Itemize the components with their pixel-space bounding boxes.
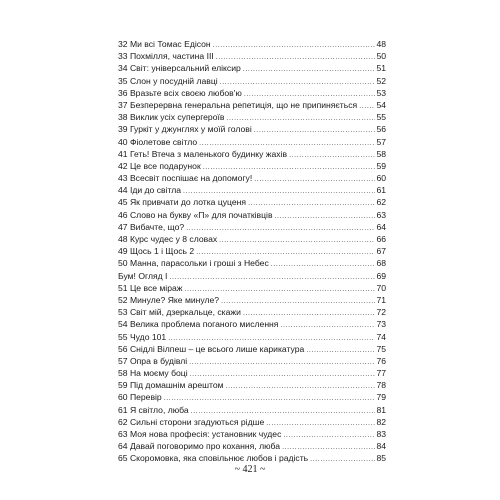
toc-entry-page: 76	[376, 355, 386, 366]
toc-entry-page: 60	[376, 173, 386, 184]
toc-entry-title: 42 Це все подарунок	[118, 160, 201, 171]
toc-entry-title: 35 Слон у посудній лавці	[118, 75, 218, 86]
toc-entry-page: 77	[376, 368, 386, 379]
toc-entry-title: 40 Фіолетове світло	[118, 136, 198, 147]
toc-entry-title: 37 Безперервна генеральна репетиція, що не припиняється	[118, 99, 358, 110]
dot-leader	[254, 174, 375, 186]
toc-entry	[118, 38, 386, 50]
toc-entry-page: 63	[376, 209, 386, 220]
dot-leader	[280, 320, 375, 332]
toc-entry	[118, 148, 386, 160]
toc-entry	[118, 184, 386, 196]
toc-entry-title: 58 На моєму боці	[118, 368, 188, 379]
toc-entry	[118, 62, 386, 74]
table-of-contents	[118, 38, 386, 465]
toc-entry-title: 39 Гуркіт у джунглях у моїй голові	[118, 124, 252, 135]
toc-entry-title: 38 Виклик усіх супергероїв	[118, 112, 225, 123]
toc-entry-title: 51 Це все міраж	[118, 282, 183, 293]
toc-entry-title: 50 Манна, парасольки і гроші з Небес	[118, 258, 269, 269]
dot-leader	[164, 393, 375, 405]
toc-entry-page: 69	[376, 270, 386, 281]
toc-entry-page: 73	[376, 319, 386, 330]
toc-entry-title: 59 Під домашнім арештом	[118, 380, 224, 391]
toc-entry-page: 48	[376, 39, 386, 49]
toc-entry-title: 60 Перевір	[118, 392, 162, 403]
toc-entry	[118, 209, 386, 221]
toc-entry-title: 54 Велика проблема поганого мислення	[118, 319, 279, 330]
toc-entry	[118, 87, 386, 99]
toc-entry-page: 66	[376, 234, 386, 244]
toc-entry-title: 55 Чудо 101	[118, 331, 167, 342]
toc-entry	[118, 221, 386, 233]
toc-entry	[118, 257, 386, 269]
toc-entry-title: 47 Вибачте, що?	[118, 221, 185, 232]
toc-entry	[118, 270, 386, 282]
toc-entry-title: 57 Опра в будівлі	[118, 355, 188, 366]
toc-entry-title: 48 Курс чудес у 8 словах	[118, 234, 218, 244]
toc-entry	[118, 282, 386, 294]
dot-leader	[243, 64, 375, 76]
toc-entry-title: Бум! Огляд І	[118, 270, 168, 281]
toc-entry-page: 79	[376, 392, 386, 403]
toc-entry	[118, 245, 386, 257]
toc-entry	[118, 404, 386, 416]
toc-entry-page: 83	[376, 429, 386, 439]
toc-entry	[118, 306, 386, 318]
toc-entry	[118, 343, 386, 355]
toc-entry-title: 63 Моя нова професія: установник чудес	[118, 429, 282, 439]
toc-entry-page: 53	[376, 87, 386, 98]
toc-entry	[118, 111, 386, 123]
toc-entry-page: 55	[376, 112, 386, 123]
toc-entry-title: 36 Вразьте всіх своєю любов'ю	[118, 87, 242, 98]
toc-entry-page: 58	[376, 148, 386, 159]
toc-entry-page: 75	[376, 343, 386, 354]
toc-entry	[118, 50, 386, 62]
toc-entry	[118, 440, 386, 452]
toc-entry-page: 52	[376, 75, 386, 86]
toc-entry-title: 64 Давай поговоримо про кохання, люба	[118, 441, 281, 452]
toc-entry-title: 34 Світ: універсальний еліксир	[118, 63, 241, 74]
toc-entry-page: 78	[376, 380, 386, 391]
toc-entry	[118, 318, 386, 330]
toc-entry	[118, 416, 386, 428]
dot-leader	[221, 296, 375, 308]
toc-entry-title: 62 Сильні сторони згадуються рідше	[118, 416, 265, 427]
toc-entry	[118, 355, 386, 367]
toc-entry-page: 70	[376, 282, 386, 293]
dot-leader	[359, 101, 375, 113]
toc-entry-title: 49 Щось 1 і Щось 2	[118, 246, 195, 257]
dot-leader	[266, 418, 375, 430]
toc-entry-title: 44 Іди до світла	[118, 185, 182, 196]
toc-entry	[118, 136, 386, 148]
toc-entry-title: 65 Скоромовка, яка сповільнює любов і радість	[118, 453, 309, 464]
dot-leader	[275, 211, 375, 223]
toc-entry-page: 72	[376, 307, 386, 318]
toc-entry-page: 71	[376, 294, 386, 305]
toc-entry-page: 67	[376, 246, 386, 257]
toc-entry-title: 32 Ми всі Томас Едісон	[118, 39, 211, 49]
toc-entry	[118, 160, 386, 172]
toc-entry-page: 68	[376, 258, 386, 269]
toc-entry-title: 56 Снідлі Вілпеш – це всього лише карикатура	[118, 343, 305, 354]
dot-leader	[220, 77, 375, 89]
toc-entry-title: 33 Похмілля, частина III	[118, 51, 214, 62]
dot-leader	[169, 272, 375, 284]
toc-entry	[118, 391, 386, 403]
toc-entry-page: 64	[376, 221, 386, 232]
toc-entry	[118, 367, 386, 379]
toc-entry-title: 53 Світ мій, дзеркальце, скажи	[118, 307, 241, 318]
toc-entry-title: 61 Я світло, люба	[118, 404, 189, 415]
toc-entry-title: 52 Минуле? Яке минуле?	[118, 294, 220, 305]
dot-leader	[289, 150, 375, 162]
toc-entry-page: 74	[376, 331, 386, 342]
toc-entry	[118, 99, 386, 111]
toc-entry	[118, 172, 386, 184]
toc-entry	[118, 379, 386, 391]
toc-entry-page: 82	[376, 416, 386, 427]
toc-entry	[118, 294, 386, 306]
toc-entry-title: 46 Слово на букву «П» для початківців	[118, 209, 273, 220]
dot-leader	[254, 125, 375, 137]
dot-leader	[219, 235, 375, 247]
toc-entry-page: 81	[376, 404, 386, 415]
toc-entry-page: 85	[376, 453, 386, 464]
dot-leader	[283, 430, 375, 442]
page-number: ~ 421 ~	[234, 464, 266, 475]
toc-entry-page: 57	[376, 136, 386, 147]
toc-entry-page: 56	[376, 124, 386, 135]
toc-entry	[118, 428, 386, 440]
toc-entry	[118, 331, 386, 343]
toc-entry-title: 43 Всесвіт поспішає на допомогу!	[118, 173, 253, 184]
dot-leader	[213, 40, 375, 52]
toc-entry	[118, 233, 386, 245]
toc-entry-page: 50	[376, 51, 386, 62]
toc-entry-page: 84	[376, 441, 386, 452]
dot-leader	[226, 381, 375, 393]
dot-leader	[189, 357, 375, 369]
toc-entry-page: 54	[376, 99, 386, 110]
dot-leader	[306, 345, 375, 357]
toc-entry-page: 59	[376, 160, 386, 171]
toc-entry-title: 41 Геть! Втеча з маленького будинку жахів	[118, 148, 288, 159]
toc-entry-page: 61	[376, 185, 386, 196]
toc-entry	[118, 196, 386, 208]
toc-entry-title: 45 Як привчати до лотка цуценя	[118, 197, 247, 208]
toc-entry-page: 51	[376, 63, 386, 74]
toc-entry-page: 62	[376, 197, 386, 208]
toc-entry	[118, 75, 386, 87]
toc-entry	[118, 452, 386, 464]
dot-leader	[271, 259, 375, 271]
